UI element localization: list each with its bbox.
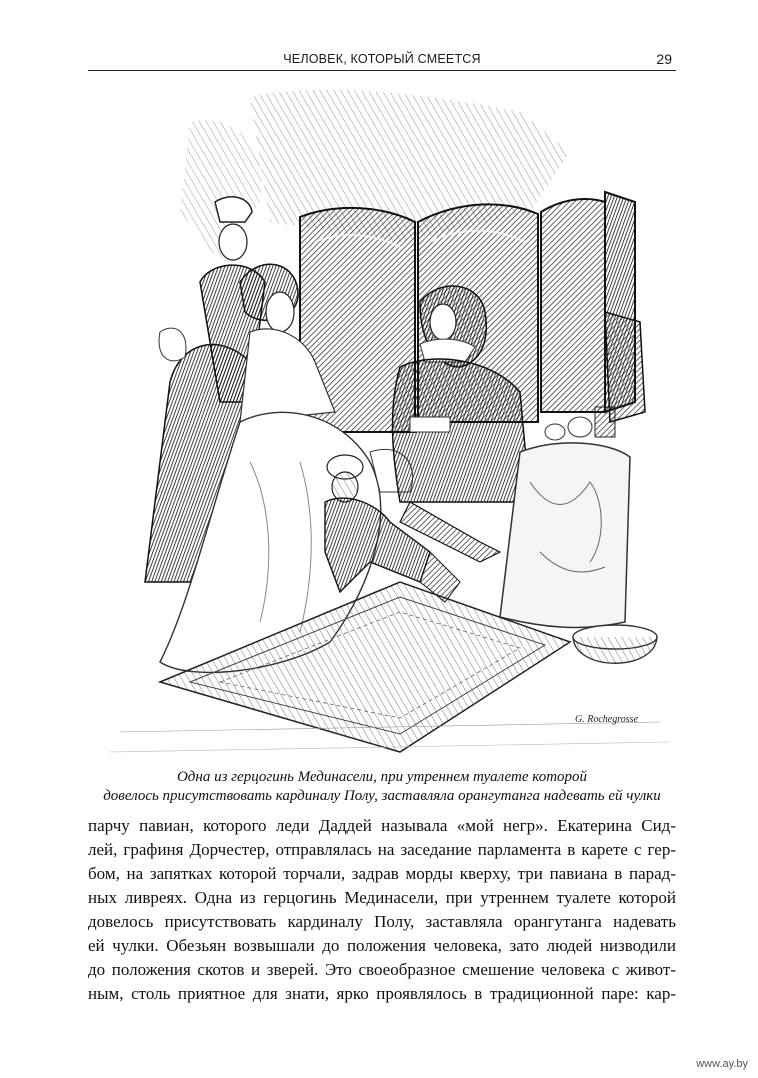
body-text [88, 814, 676, 1006]
body-line: довелось присутствовать кардиналу Полу, заставляла орангутанга надевать [88, 912, 676, 931]
running-title: ЧЕЛОВЕК, КОТОРЫЙ СМЕЕТСЯ [283, 52, 481, 66]
body-line: до положения скотов и зверей. Это своеобразное смешение человека с живот- [88, 960, 676, 979]
watermark: www.ay.by [696, 1058, 748, 1070]
running-head [88, 50, 676, 71]
body-line: парчу павиан, которого леди Даддей называла «мой негр». Екатерина Сид- [88, 816, 676, 835]
illustration-caption [88, 768, 676, 806]
body-line: ным, столь приятное для знати, ярко проявлялось в традиционной паре: кар- [88, 984, 676, 1003]
artist-signature: G. Rochegrosse [575, 714, 638, 725]
caption-line: довелось присутствовать кардиналу Полу, заставляла орангутанга надевать ей чулки [103, 788, 661, 804]
caption-line: Одна из герцогинь Мединасели, при утреннем туалете которой [176, 769, 588, 785]
page-number: 29 [656, 51, 672, 67]
body-line: ей чулки. Обезьян возвышали до положения человека, зато людей низводили [88, 936, 676, 955]
engraving-illustration [100, 82, 680, 762]
body-line: лей, графиня Дорчестер, отправлялась на заседание парламента в карете с гер- [88, 840, 676, 859]
bowl [573, 625, 657, 663]
body-line: бом, на запятках которой торчали, задрав морды кверху, три павиана в парад- [88, 864, 676, 883]
body-line: ных ливреях. Одна из герцогинь Мединасели, при утреннем туалете которой [88, 888, 676, 907]
